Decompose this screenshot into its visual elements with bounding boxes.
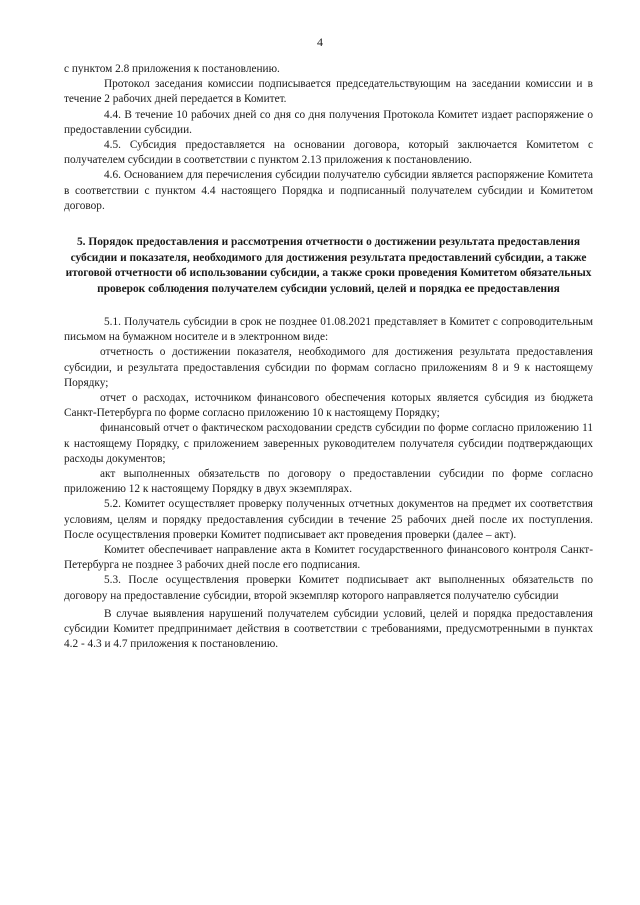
paragraph-protocol: Протокол заседания комиссии подписывается председательствующим на заседании комиссии и в течение 2 рабочих дней передается в Комитет. (64, 78, 593, 106)
page-content (64, 62, 593, 653)
list-item-indicator-report: отчетность о достижении показателя, необходимого для достижения результата предоставления субсидии, и результата предоставления субсидии по формам согласно приложениям 8 и 9 к настоящему Порядку; (64, 346, 593, 389)
list-item-obligations-act: акт выполненных обязательств по договору о предоставлении субсидии по форме согласно приложению 12 к настоящему Порядку в двух экземплярах. (64, 468, 593, 496)
paragraph-4-4: 4.4. В течение 10 рабочих дней со дня со дня получения Протокола Комитет издает распоряжение о предоставлении субсидии. (64, 108, 593, 136)
paragraph-4-5: 4.5. Субсидия предоставляется на основании договора, который заключается Комитетом с получателем субсидии в соответствии с пунктом 2.13 приложения к постановлению. (64, 139, 593, 167)
paragraph-act-direction: Комитет обеспечивает направление акта в Комитет государственного финансового контроля Санкт-Петербурга не позднее 3 рабочих дней после его подписания. (64, 544, 593, 572)
list-item-financial-report: финансовый отчет о фактическом расходовании средств субсидии по форме согласно приложению 11 к настоящему Порядку, с приложением заверенных руководителем получателя субсидии подтверждающих расходы документов; (64, 422, 593, 465)
paragraph-4-6: 4.6. Основанием для перечисления субсидии получателю субсидии является распоряжение Комитета в соответствии с пунктом 4.4 настоящего Порядка и подписанный получателем субсидии и Комитетом договор. (64, 169, 593, 212)
paragraph-5-2: 5.2. Комитет осуществляет проверку полученных отчетных документов на предмет их соответствия условиям, целям и порядку предоставления субсидии в течение 25 рабочих дней после их поступления. После осуществления проверки Комитет подписывает акт проведения проверки (далее – акт). (64, 498, 593, 541)
paragraph-continuation: с пунктом 2.8 приложения к постановлению. (64, 63, 280, 75)
paragraph-5-3: 5.3. После осуществления проверки Комитет подписывает акт выполненных обязательств по договору на предоставление субсидии, второй экземпляр которого направляется получателю субсидии (64, 574, 593, 602)
section-5-title: 5. Порядок предоставления и рассмотрения отчетности о достижении результата предоставления субсидии и показателя, необходимого для достижения результата предоставлений субсидии, а также итоговой отчетности об использовании субсидии, а также сроки проведения Комитетом обязательных проверок соблюдения получателем субсидии условий, целей и порядка ее предоставления (65, 236, 592, 295)
paragraph-violations: В случае выявления нарушений получателем субсидии условий, целей и порядка предоставления субсидии Комитет предпринимает действия в соответствии с требованиями, предусмотренными в пунктах 4.2 - 4.3 и 4.7 приложения к постановлению. (64, 607, 593, 651)
list-item-expense-report: отчет о расходах, источником финансового обеспечения которых является субсидия из бюджета Санкт-Петербурга по форме согласно приложению 10 к настоящему Порядку; (64, 392, 593, 420)
paragraph-5-1: 5.1. Получатель субсидии в срок не позднее 01.08.2021 представляет в Комитет с сопроводительным письмом на бумажном носителе и в электронном виде: (64, 316, 593, 344)
page-number: 4 (317, 35, 323, 49)
